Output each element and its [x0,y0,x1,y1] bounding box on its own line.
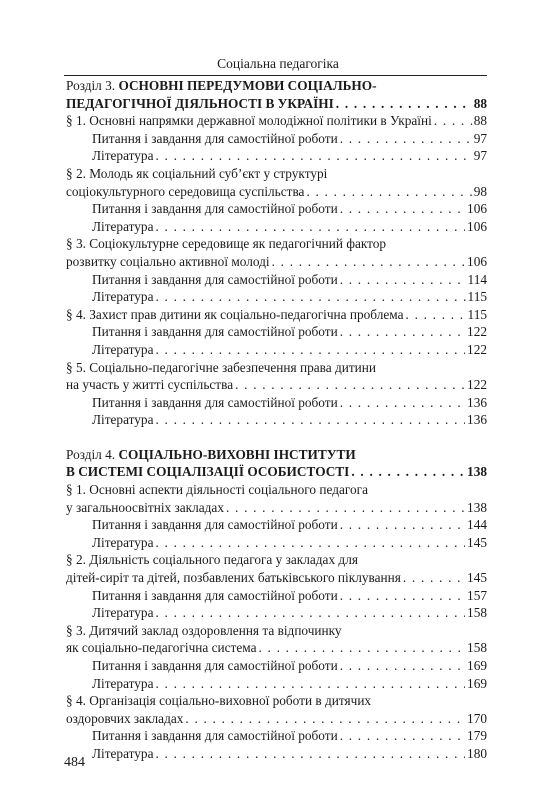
dot-leader [155,288,465,306]
literature-entry[interactable] [66,288,487,306]
dot-leader [155,604,465,622]
section-heading-row[interactable] [66,95,487,113]
dot-leader [226,499,465,517]
literature-entry-label: Література [92,218,154,234]
dot-leader [155,218,465,236]
questions-entry-label: Питання і завдання для самостійної роботи [92,394,338,410]
questions-entry-page: 122 [467,324,487,340]
paragraph-entry[interactable] [66,710,487,728]
section-heading-row-label: В СИСТЕМІ СОЦІАЛІЗАЦІЇ ОСОБИСТОСТІ [66,464,350,480]
table-of-contents [66,77,487,763]
dot-leader [155,675,465,693]
questions-entry-label: Питання і завдання для самостійної роботи [92,271,338,287]
paragraph-title-line[interactable]: § 4. Організація соціально-виховної роботи в дитячих [66,693,372,709]
section-number: Розділ 3. [66,78,119,93]
questions-entry[interactable] [66,727,487,745]
questions-entry-page: 144 [467,517,487,533]
dot-leader [272,253,465,271]
dot-leader [340,130,472,148]
literature-entry-label: Література [92,341,154,357]
dot-leader [340,323,465,341]
paragraph-entry-label: як соціально-педагогічна система [66,640,257,656]
literature-entry[interactable] [66,411,487,429]
literature-entry-page: 106 [467,218,487,234]
section-gap [66,429,487,446]
questions-entry-page: 97 [473,130,487,146]
dot-leader [235,376,465,394]
literature-entry-label: Література [92,289,154,305]
questions-entry-label: Питання і завдання для самостійної роботи [92,324,338,340]
paragraph-entry[interactable] [66,569,487,587]
dot-leader [340,587,465,605]
questions-entry-label: Питання і завдання для самостійної роботи [92,201,338,217]
literature-entry[interactable] [66,745,487,763]
dot-leader [185,710,465,728]
section-heading[interactable] [66,446,487,464]
paragraph-entry-page: 138 [467,499,487,515]
dot-leader [340,727,465,745]
section-heading-row-page: 88 [473,95,487,111]
section-number: Розділ 4. [66,446,119,462]
literature-entry-label: Література [92,148,154,164]
dot-leader [155,534,465,552]
paragraph-entry-label: § 1. Основні напрямки державної молодіжної політики в Україні [66,113,432,129]
running-header-title: Соціальна педагогіка [217,56,339,71]
dot-leader [340,271,466,289]
literature-entry[interactable] [66,147,487,165]
literature-entry[interactable] [66,604,487,622]
paragraph-entry-page: 115 [467,306,487,322]
questions-entry[interactable] [66,657,487,675]
literature-entry-label: Література [92,745,154,761]
questions-entry-page: 136 [467,394,487,410]
literature-entry-page: 145 [467,534,487,550]
literature-entry-page: 158 [467,605,487,621]
literature-entry-page: 122 [467,341,487,357]
literature-entry-label: Література [92,675,154,691]
literature-entry-label: Література [92,412,154,428]
paragraph-entry[interactable] [66,499,487,517]
paragraph-title-line[interactable]: § 2. Діяльність соціального педагога у закладах для [66,552,358,568]
paragraph-entry-page: 158 [467,640,487,656]
dot-leader [259,639,466,657]
questions-entry-label: Питання і завдання для самостійної роботи [92,658,338,673]
questions-entry-label: Питання і завдання для самостійної роботи [92,587,338,603]
section-heading-row-page: 138 [467,464,487,480]
questions-entry[interactable] [66,516,487,534]
section-heading-row-label: ПЕДАГОГІЧНОЇ ДІЯЛЬНОСТІ В УКРАЇНІ [66,95,334,111]
paragraph-entry[interactable] [66,376,487,394]
dot-leader [155,411,465,429]
dot-leader [406,306,466,324]
questions-entry[interactable] [66,587,487,605]
section-title-line: ОСНОВНІ ПЕРЕДУМОВИ СОЦІАЛЬНО- [118,78,377,93]
dot-leader [340,394,465,412]
dot-leader [340,657,465,675]
questions-entry[interactable] [66,130,487,148]
questions-entry-page: 114 [467,271,487,287]
paragraph-entry-page: 145 [467,570,487,586]
paragraph-entry[interactable] [66,306,487,324]
dot-leader [155,147,471,165]
paragraph-entry-page: 88 [473,113,487,129]
section-heading-row[interactable] [66,463,487,481]
paragraph-title-line[interactable]: § 3. Соціокультурне середовище як педагогічний фактор [66,236,387,252]
paragraph-entry[interactable] [66,112,487,130]
paragraph-entry-label: оздоровчих закладах [66,710,184,726]
dot-leader [434,112,472,130]
paragraph-title-line[interactable]: § 1. Основні аспекти діяльності соціального педагога [66,482,368,498]
paragraph-title-line[interactable]: § 3. Дитячий заклад оздоровлення та відпочинку [66,622,342,638]
questions-entry-label: Питання і завдання для самостійної роботи [92,728,338,744]
paragraph-entry[interactable] [66,253,487,271]
literature-entry[interactable] [66,675,487,693]
paragraph-entry-page: 106 [467,253,487,269]
questions-entry[interactable] [66,323,487,341]
questions-entry[interactable] [66,271,487,289]
questions-entry-page: 106 [467,201,487,217]
paragraph-entry-label: у загальноосвітніх закладах [66,499,224,515]
questions-entry-page: 169 [467,658,487,673]
literature-entry-page: 169 [467,675,487,691]
literature-entry-label: Література [92,605,154,621]
literature-entry-page: 97 [473,148,487,164]
paragraph-entry-label: дітей-сиріт та дітей, позбавлених батьківського піклування [66,570,401,586]
paragraph-entry-page: 122 [467,377,487,393]
literature-entry-page: 180 [467,745,487,761]
questions-entry-page: 179 [467,728,487,744]
paragraph-entry-page: 170 [467,710,487,726]
literature-entry[interactable] [66,534,487,552]
literature-entry-label: Література [92,534,154,550]
questions-entry[interactable] [66,200,487,218]
page-number: 484 [64,755,85,770]
questions-entry-page: 157 [467,587,487,603]
dot-leader [155,745,465,763]
dot-leader [336,95,472,113]
questions-entry[interactable] [66,394,487,412]
dot-leader [403,569,465,587]
questions-entry-label: Питання і завдання для самостійної роботи [92,517,338,533]
section-title-line: СОЦІАЛЬНО-ВИХОВНІ ІНСТИТУТИ [118,446,356,462]
dot-leader [306,183,471,201]
dot-leader [340,200,465,218]
literature-entry-page: 115 [467,289,487,305]
paragraph-entry-page: 98 [473,183,487,199]
literature-entry-page: 136 [467,412,487,428]
paragraph-title-line[interactable]: § 5. Соціально-педагогічне забезпечення права дитини [66,359,377,375]
dot-leader [351,463,465,481]
paragraph-entry-label: § 4. Захист прав дитини як соціально-педагогічна проблема [66,306,404,322]
paragraph-entry[interactable] [66,639,487,657]
section-heading[interactable] [66,77,487,95]
header-rule [64,75,487,76]
dot-leader [155,341,465,359]
paragraph-entry-label: розвитку соціально активної молоді [66,253,270,269]
paragraph-entry[interactable] [66,183,487,201]
questions-entry-label: Питання і завдання для самостійної роботи [92,130,338,146]
dot-leader [340,516,465,534]
literature-entry[interactable] [66,218,487,236]
literature-entry[interactable] [66,341,487,359]
paragraph-entry-label: на участь у житті суспільства [66,377,234,393]
paragraph-entry-label: соціокультурного середовища суспільства [66,183,305,199]
paragraph-title-line[interactable]: § 2. Молодь як соціальний суб’єкт у структурі [66,165,328,181]
